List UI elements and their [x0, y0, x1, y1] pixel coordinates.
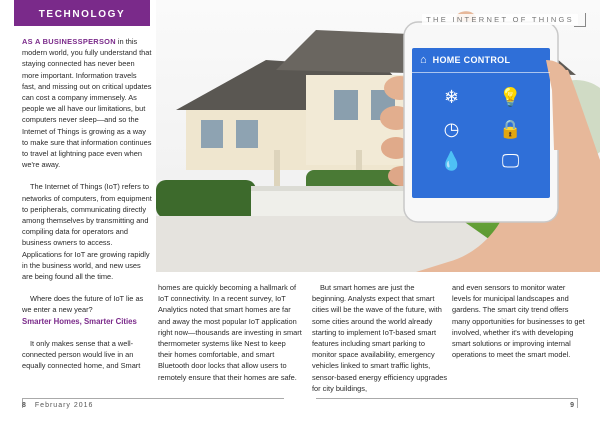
phone-screen — [412, 48, 550, 198]
article-column-3 — [312, 282, 448, 394]
paragraph-1-text: in this modern world, you fully understand that staying connected has never been more important. Information travels fast, and missing out on critical updates can cost a company immensely. As people we all have our limitations, but computers never sleep—and so the Internet of Things is growing as a way to make sure that information continues to travel at lightning pace even when we're away. — [22, 37, 152, 170]
article-column-1 — [22, 36, 152, 371]
paragraph-4: It only makes sense that a well-connected person would live in an equally connected home, and Smart — [22, 338, 141, 371]
hero-image — [156, 0, 600, 272]
article-column-2 — [158, 282, 302, 383]
phone-title: HOME CONTROL — [432, 55, 511, 65]
paragraph-6: But smart homes are just the beginning. Analysts expect that smart cities will be the wave of the future, with some cities around the world already starting to implement IoT-based smart features including smart parking to monitor space availability, emergency vehicles linked to smart traffic lights, sensor-based energy efficiency upgrades for city buildings, — [312, 283, 448, 393]
subheading: Smarter Homes, Smarter Cities — [22, 316, 137, 326]
article-column-4 — [452, 282, 586, 360]
section-tab: TECHNOLOGY — [14, 0, 150, 26]
monitor-icon[interactable]: 🖵 — [501, 151, 520, 171]
lightbulb-icon[interactable]: 💡 — [499, 87, 522, 107]
lead-in: AS A BUSINESSPERSON — [22, 37, 116, 46]
phone-header — [412, 48, 550, 73]
snowflake-icon[interactable]: ❄ — [443, 87, 460, 107]
lock-icon[interactable]: 🔒 — [499, 119, 522, 139]
paragraph-5: homes are quickly becoming a hallmark of IoT connectivity. In a recent survey, IoT Analytics noted that smart homes are far and away the most popular IoT application right now—thousands are investing in smart thermometer systems like Nest to keep their homes comfortable, and smart Bluetooth door locks that allow users to remotely ensure that their homes are safe. — [158, 283, 302, 382]
footer-tick-right — [577, 398, 578, 408]
footer-rule-left — [22, 398, 284, 399]
footer-rule-right — [316, 398, 578, 399]
paragraph-1 — [22, 36, 152, 170]
clock-icon[interactable]: ◷ — [443, 119, 460, 139]
water-drop-icon[interactable]: 💧 — [440, 151, 463, 171]
paragraph-2: The Internet of Things (IoT) refers to networks of computers, from equipment to peripherals, communicating directly among themselves by transmitting and compiling data for operators and business owners to access. Applications for IoT are growing rapidly in the business world, and new uses are being found all the time. — [22, 182, 152, 282]
home-icon: ⌂ — [420, 54, 427, 66]
page-number-right: 9 — [570, 402, 574, 409]
paragraph-3: Where does the future of IoT lie as we enter a new year? — [22, 294, 144, 315]
issue-date: February 2016 — [34, 402, 94, 409]
footer-left — [22, 402, 93, 409]
topic-label: THE INTERNET OF THINGS — [422, 14, 578, 25]
paragraph-7: and even sensors to monitor water levels for municipal landscapes and gardens. The smart city trend offers many opportunities for businesses to get involved, whether it's with developing smart solutions or improving internal operations to meet the smart model. — [452, 283, 585, 360]
page-number-left: 8 — [22, 402, 27, 409]
topic-rule — [574, 13, 586, 27]
phone-icon-grid — [412, 73, 550, 171]
